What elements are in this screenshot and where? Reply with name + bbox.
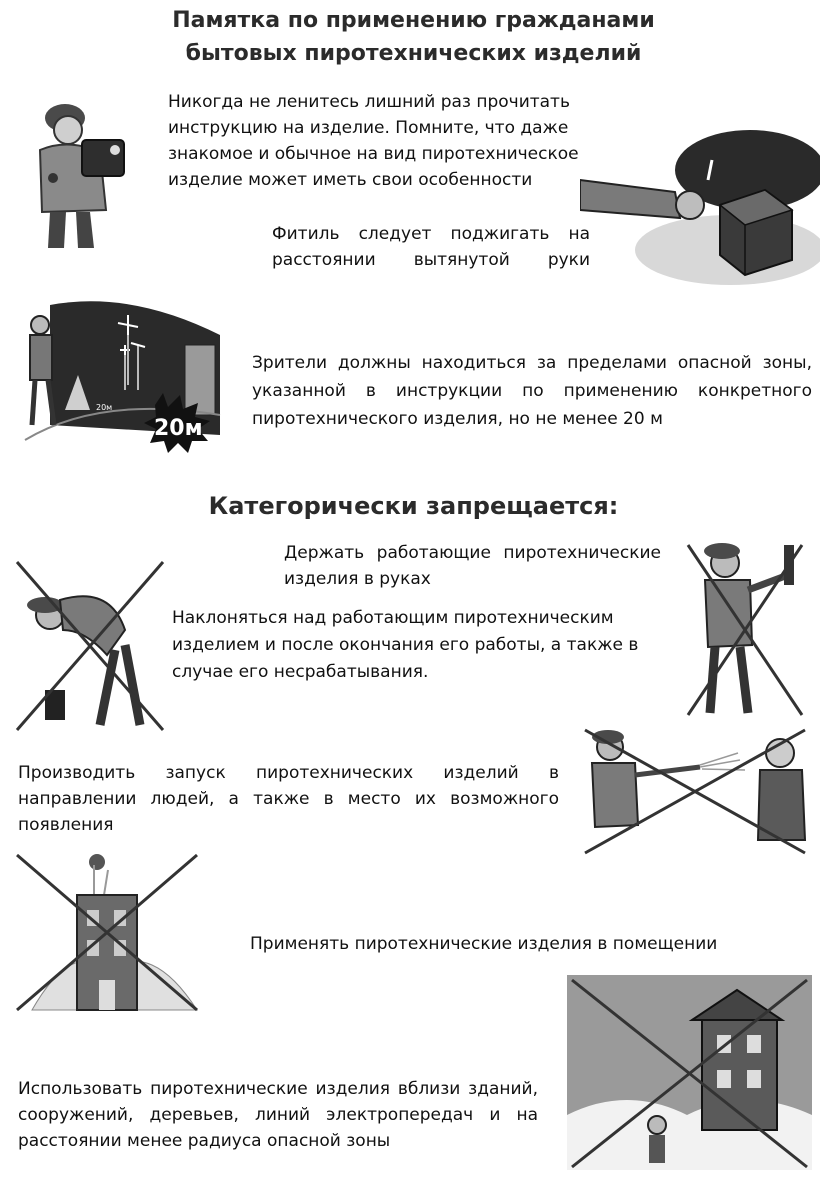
leaning-over-illustration	[15, 560, 165, 735]
title-line-1: Памятка по применению гражданами	[172, 8, 655, 33]
prohibited-item-hold: Держать работающие пиротехнические изделия в руках	[284, 543, 661, 589]
page-title	[0, 4, 827, 70]
prohibited-item-indoors: Применять пиротехнические изделия в помещении	[250, 934, 718, 954]
spectators-distance-illustration	[20, 295, 245, 455]
launching-at-people-illustration	[580, 725, 810, 855]
spectators-text: Зрители должны находиться за пределами опасной зоны, указанной в инструкции по применению конкретного пиротехнического изделия, но не менее 20 м	[252, 353, 812, 429]
prohibited-item-near-buildings: Использовать пиротехнические изделия вблизи зданий, сооружений, деревьев, линий электропередач и на расстоянии менее радиуса опасной зоны	[18, 1079, 538, 1151]
instructions-text: Никогда не ленитесь лишний раз прочитать инструкцию на изделие. Помните, что даже знакомое и обычное на вид пиротехническое изделие может иметь свои особенности	[168, 92, 579, 190]
fuse-text: Фитиль следует поджигать на расстоянии вытянутой руки	[272, 224, 590, 270]
distance-badge: 20м	[154, 416, 203, 441]
title-line-2: бытовых пиротехнических изделий	[185, 41, 642, 66]
near-buildings-illustration	[567, 975, 812, 1170]
prohibited-item-direction: Производить запуск пиротехнических изделий в направлении людей, а также в место их возможного появления	[18, 763, 559, 835]
fuse-lighting-illustration	[580, 130, 820, 290]
distance-small-label: 20м	[96, 403, 113, 412]
person-reading-illustration	[20, 90, 140, 250]
prohibited-heading: Категорически запрещается:	[208, 492, 619, 520]
prohibited-item-lean: Наклоняться над работающим пиротехническим изделием и после окончания его работы, а также в случае его несрабатывания.	[172, 608, 639, 682]
building-indoors-illustration	[12, 850, 202, 1015]
holding-firework-illustration	[680, 535, 810, 720]
